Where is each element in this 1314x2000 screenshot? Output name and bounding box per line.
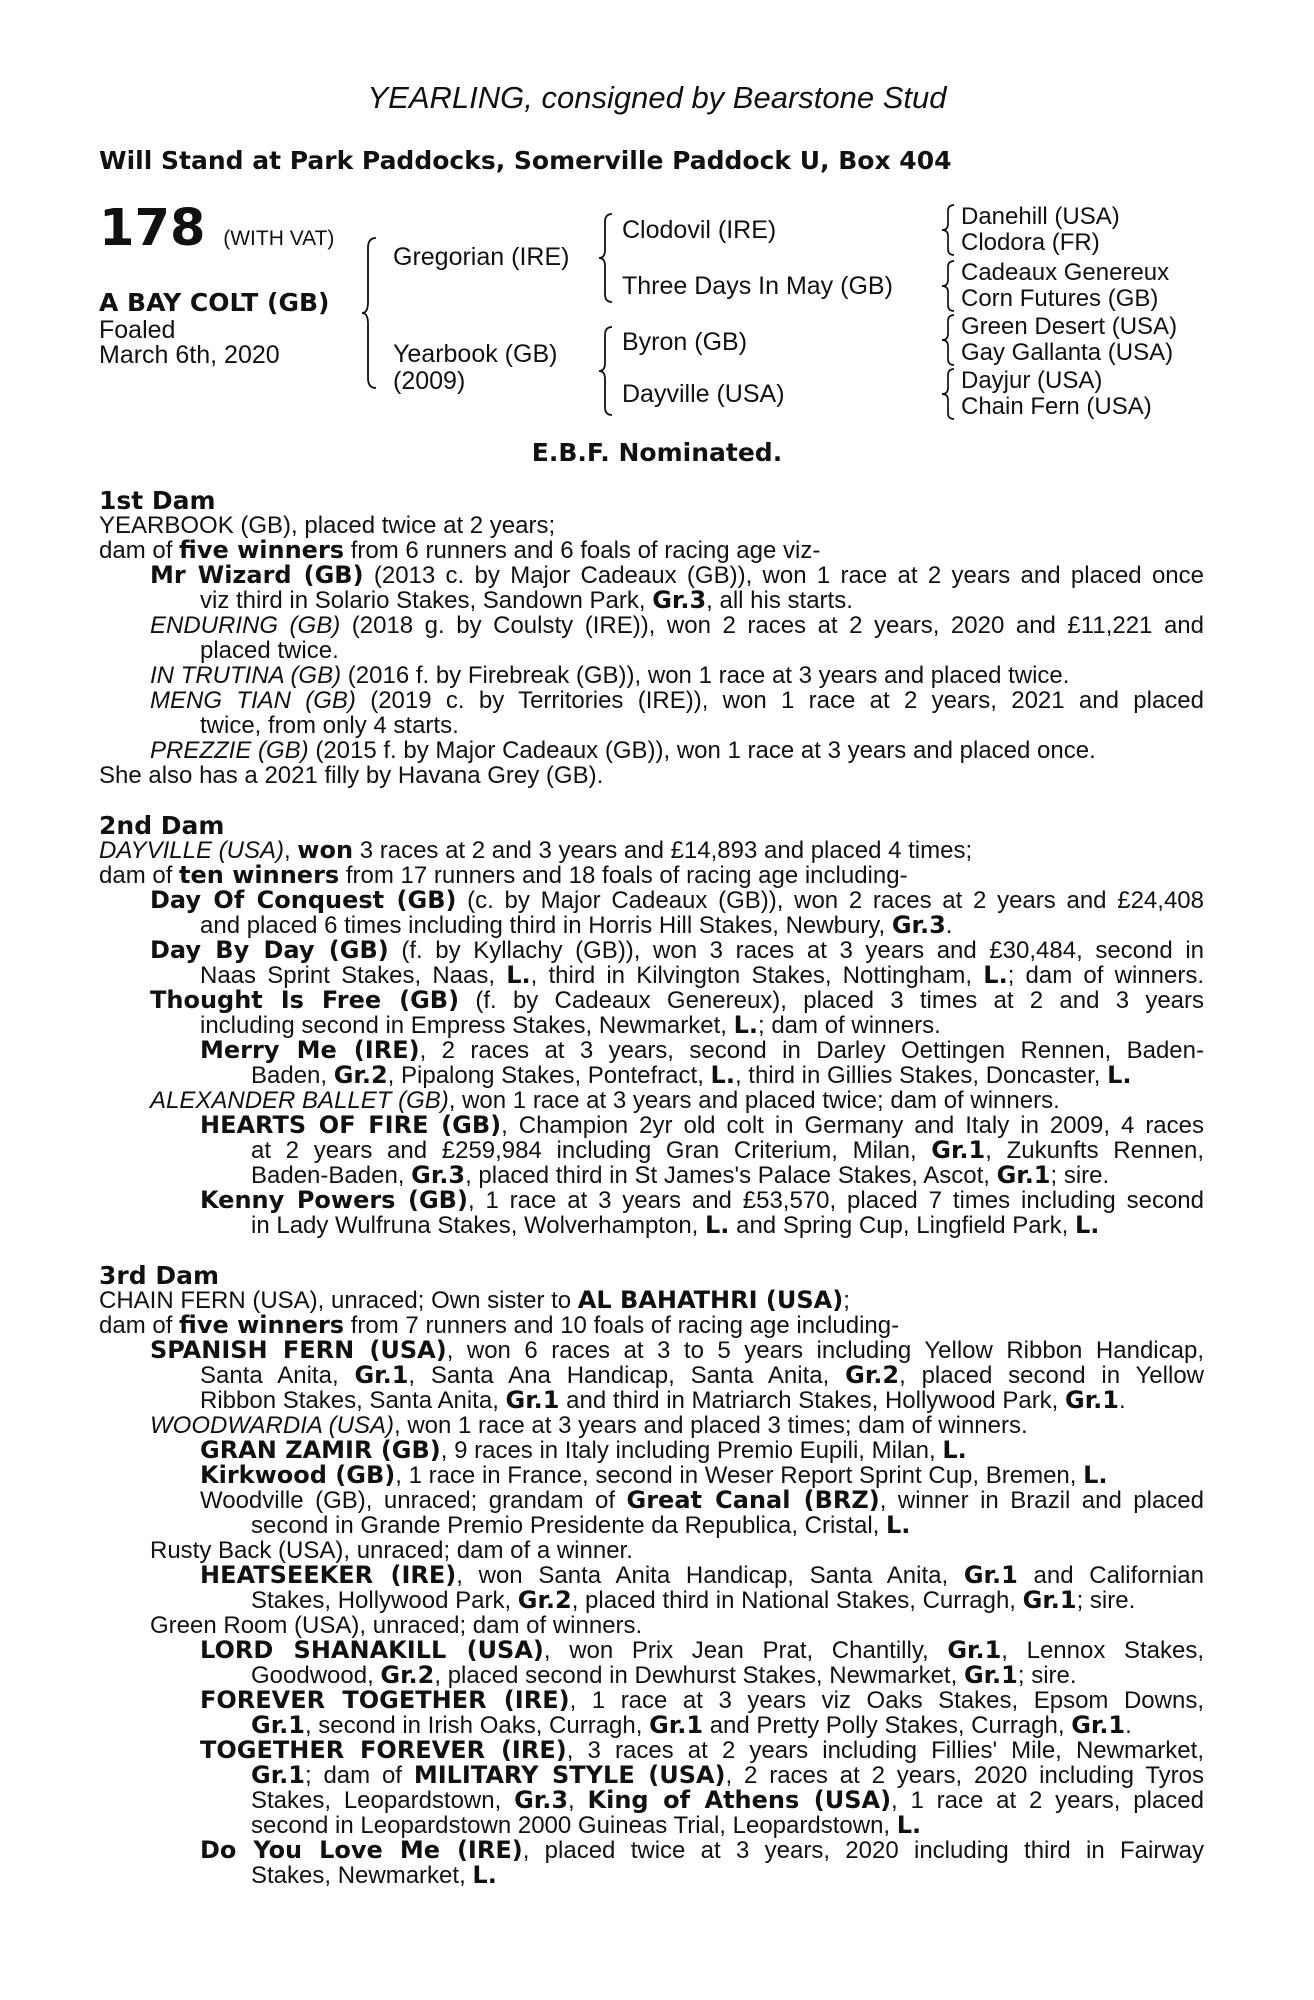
produce-entry: Woodville (GB), unraced; grandam of Great Canal (BRZ), winner in Brazil and placed xyxy=(200,1486,1205,1514)
first-dam-line: YEARBOOK (GB), placed twice at 2 years; xyxy=(99,512,556,539)
produce-entry: Mr Wizard (GB) (2013 c. by Major Cadeaux (GB)), won 1 race at 2 years and placed once xyxy=(150,561,1204,589)
produce-entry: GRAN ZAMIR (GB), 9 races in Italy including Premio Eupili, Milan, L. xyxy=(200,1436,967,1464)
produce-entry-cont: at 2 years and £259,984 including Gran Criterium, Milan, Gr.1, Zukunfts Rennen, xyxy=(251,1136,1205,1164)
first-dam-line: dam of five winners from 6 runners and 6 foals of racing age viz- xyxy=(99,536,821,564)
produce-entry-cont: Gr.1, second in Irish Oaks, Curragh, Gr.1 and Pretty Polly Stakes, Curragh, Gr.1. xyxy=(251,1711,1132,1739)
produce-entry-cont: in Lady Wulfruna Stakes, Wolverhampton, L. and Spring Cup, Lingfield Park, L. xyxy=(251,1211,1100,1239)
produce-entry: PREZZIE (GB) (2015 f. by Major Cadeaux (GB)), won 1 race at 3 years and placed once. xyxy=(150,737,1096,764)
produce-entry: Thought Is Free (GB) (f. by Cadeaux Genereux), placed 3 times at 2 and 3 years xyxy=(150,986,1205,1014)
g-brace-3-icon xyxy=(940,313,958,367)
produce-entry-cont: Baden, Gr.2, Pipalong Stakes, Pontefract, L., third in Gillies Stakes, Doncaster, L. xyxy=(251,1061,1132,1089)
dam-line-brace-icon xyxy=(596,325,616,417)
grandsire-3: Green Desert (USA) xyxy=(961,313,1178,340)
g-brace-1-icon xyxy=(940,203,958,257)
granddam-4: Chain Fern (USA) xyxy=(961,393,1152,420)
page-title: YEARLING, consigned by Bearstone Stud xyxy=(367,80,947,115)
granddam-3: Gay Gallanta (USA) xyxy=(961,339,1174,366)
produce-entry-cont: second in Leopardstown 2000 Guineas Trial, Leopardstown, L. xyxy=(251,1811,922,1839)
horse-name: A BAY COLT (GB) xyxy=(99,288,330,317)
produce-entry: Day Of Conquest (GB) (c. by Major Cadeaux (GB)), won 2 races at 2 years and £24,408 xyxy=(150,886,1204,914)
foaled-date: March 6th, 2020 xyxy=(99,341,280,369)
produce-entry-cont: Stakes, Leopardstown, Gr.3, King of Athens (USA), 1 race at 2 years, placed xyxy=(251,1786,1204,1814)
sire-name: Gregorian (IRE) xyxy=(393,243,570,271)
first-dam-line: She also has a 2021 filly by Havana Grey (GB). xyxy=(99,762,604,789)
third-dam-line: CHAIN FERN (USA), unraced; Own sister to AL BAHATHRI (USA); xyxy=(99,1286,850,1314)
third-dam-heading: 3rd Dam xyxy=(99,1261,219,1290)
produce-entry: LORD SHANAKILL (USA), won Prix Jean Prat, Chantilly, Gr.1, Lennox Stakes, xyxy=(200,1636,1205,1664)
sire-dam-brace-icon xyxy=(360,236,380,390)
produce-entry-cont: Santa Anita, Gr.1, Santa Ana Handicap, Santa Anita, Gr.2, placed second in Yellow xyxy=(200,1361,1204,1389)
g-brace-4-icon xyxy=(940,367,958,421)
produce-entry: Merry Me (IRE), 2 races at 3 years, second in Darley Oettingen Rennen, Baden- xyxy=(200,1036,1204,1064)
produce-entry: Kenny Powers (GB), 1 race at 3 years and £53,570, placed 7 times including second xyxy=(200,1186,1204,1214)
g-brace-2-icon xyxy=(940,259,958,313)
sire-line-brace-icon xyxy=(596,212,616,304)
produce-entry: SPANISH FERN (USA), won 6 races at 3 to 5 years including Yellow Ribbon Handicap, xyxy=(150,1336,1204,1364)
produce-entry-cont: twice, from only 4 starts. xyxy=(200,712,459,739)
dam-dam: Dayville (USA) xyxy=(622,380,785,408)
produce-entry: MENG TIAN (GB) (2019 c. by Territories (IRE)), won 1 race at 2 years, 2021 and placed xyxy=(150,687,1204,714)
granddam-2: Corn Futures (GB) xyxy=(961,285,1159,312)
second-dam-line: dam of ten winners from 17 runners and 18 foals of racing age including- xyxy=(99,861,908,889)
produce-entry-cont: and placed 6 times including third in Horris Hill Stakes, Newbury, Gr.3. xyxy=(200,911,953,939)
foaled-label: Foaled xyxy=(99,316,176,344)
lot-number xyxy=(99,199,335,258)
produce-entry: HEATSEEKER (IRE), won Santa Anita Handicap, Santa Anita, Gr.1 and Californian xyxy=(200,1561,1204,1589)
produce-entry: HEARTS OF FIRE (GB), Champion 2yr old colt in Germany and Italy in 2009, 4 races xyxy=(200,1111,1205,1139)
sire-sire: Clodovil (IRE) xyxy=(622,216,777,244)
lot-number-value: 178 xyxy=(99,199,206,258)
produce-entry: Green Room (USA), unraced; dam of winners. xyxy=(150,1612,643,1639)
dam-name: Yearbook (GB) xyxy=(393,340,558,368)
second-dam-heading: 2nd Dam xyxy=(99,811,225,840)
granddam-1: Clodora (FR) xyxy=(961,229,1100,256)
produce-entry-cont: Ribbon Stakes, Santa Anita, Gr.1 and third in Matriarch Stakes, Hollywood Park, Gr.1. xyxy=(200,1386,1126,1414)
produce-entry: Day By Day (GB) (f. by Kyllachy (GB)), won 3 races at 3 years and £30,484, second in xyxy=(150,936,1204,964)
produce-entry: Kirkwood (GB), 1 race in France, second in Weser Report Sprint Cup, Bremen, L. xyxy=(200,1461,1108,1489)
produce-entry-cont: second in Grande Premio Presidente da Republica, Cristal, L. xyxy=(251,1511,911,1539)
produce-entry: FOREVER TOGETHER (IRE), 1 race at 3 years viz Oaks Stakes, Epsom Downs, xyxy=(200,1686,1204,1714)
produce-entry-cont: viz third in Solario Stakes, Sandown Park, Gr.3, all his starts. xyxy=(200,586,853,614)
produce-entry: WOODWARDIA (USA), won 1 race at 3 years and placed 3 times; dam of winners. xyxy=(150,1412,1028,1439)
produce-entry: Do You Love Me (IRE), placed twice at 3 years, 2020 including third in Fairway xyxy=(200,1836,1204,1864)
dam-year: (2009) xyxy=(393,367,466,395)
produce-entry-cont: placed twice. xyxy=(200,637,339,664)
produce-entry: TOGETHER FOREVER (IRE), 3 races at 2 years including Fillies' Mile, Newmarket, xyxy=(200,1736,1204,1764)
grandsire-2: Cadeaux Genereux xyxy=(961,259,1170,286)
produce-entry-cont: Stakes, Newmarket, L. xyxy=(251,1861,497,1889)
produce-entry: ENDURING (GB) (2018 g. by Coulsty (IRE)), won 2 races at 2 years, 2020 and £11,221 and xyxy=(150,612,1204,639)
produce-entry-cont: Naas Sprint Stakes, Naas, L., third in Kilvington Stakes, Nottingham, L.; dam of winners. xyxy=(200,961,1204,989)
second-dam-line: DAYVILLE (USA), won 3 races at 2 and 3 years and £14,893 and placed 4 times; xyxy=(99,836,973,864)
produce-entry-cont: Stakes, Hollywood Park, Gr.2, placed third in National Stakes, Curragh, Gr.1; sire. xyxy=(251,1586,1136,1614)
lot-vat-note: (WITH VAT) xyxy=(223,227,335,250)
produce-entry-cont: Gr.1; dam of MILITARY STYLE (USA), 2 races at 2 years, 2020 including Tyros xyxy=(251,1761,1204,1789)
third-dam-line: dam of five winners from 7 runners and 10 foals of racing age including- xyxy=(99,1311,900,1339)
stand-location: Will Stand at Park Paddocks, Somerville Paddock U, Box 404 xyxy=(99,146,952,175)
produce-entry-cont: Goodwood, Gr.2, placed second in Dewhurst Stakes, Newmarket, Gr.1; sire. xyxy=(251,1661,1077,1689)
produce-entry: IN TRUTINA (GB) (2016 f. by Firebreak (GB)), won 1 race at 3 years and placed twice. xyxy=(150,662,1070,689)
grandsire-4: Dayjur (USA) xyxy=(961,367,1103,394)
dam-sire: Byron (GB) xyxy=(622,328,748,356)
produce-entry: ALEXANDER BALLET (GB), won 1 race at 3 years and placed twice; dam of winners. xyxy=(150,1087,1060,1114)
sire-dam: Three Days In May (GB) xyxy=(622,272,893,300)
produce-entry-cont: including second in Empress Stakes, Newmarket, L.; dam of winners. xyxy=(200,1011,941,1039)
first-dam-heading: 1st Dam xyxy=(99,486,216,515)
produce-entry: Rusty Back (USA), unraced; dam of a winner. xyxy=(150,1537,633,1564)
ebf-nominated: E.B.F. Nominated. xyxy=(531,438,783,467)
produce-entry-cont: Baden-Baden, Gr.3, placed third in St James's Palace Stakes, Ascot, Gr.1; sire. xyxy=(251,1161,1110,1189)
grandsire-1: Danehill (USA) xyxy=(961,203,1120,230)
